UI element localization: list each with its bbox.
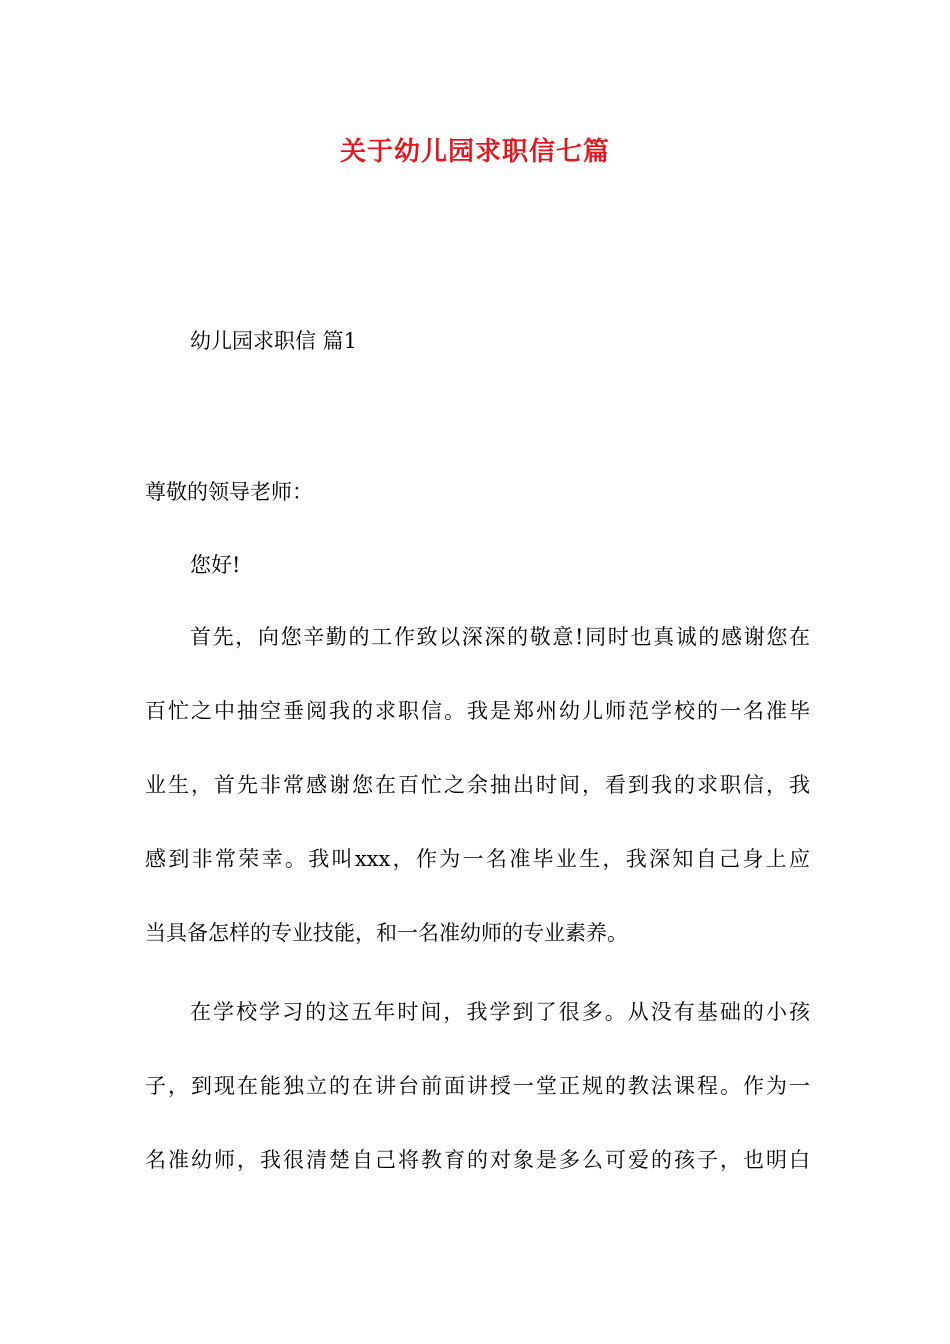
paragraph-2	[145, 997, 810, 1219]
paragraph-1	[145, 622, 810, 992]
section-heading: 幼儿园求职信 篇1	[190, 329, 358, 353]
paragraph-line: 感到非常荣幸。我叫xxx，作为一名准毕业生，我深知自己身上应	[145, 847, 810, 871]
greeting: 您好!	[190, 553, 241, 577]
paragraph-line: 名准幼师，我很清楚自己将教育的对象是多么可爱的孩子，也明白	[145, 1148, 810, 1172]
paragraph-line: 业生，首先非常感谢您在百忙之余抽出时间，看到我的求职信，我	[145, 773, 810, 797]
document-title: 关于幼儿园求职信七篇	[339, 137, 610, 167]
paragraph-line: 子，到现在能独立的在讲台前面讲授一堂正规的教法课程。作为一	[145, 1074, 810, 1098]
salutation: 尊敬的领导老师：	[145, 480, 313, 504]
paragraph-line: 首先，向您辛勤的工作致以深深的敬意!同时也真诚的感谢您在	[190, 625, 810, 649]
paragraph-line: 百忙之中抽空垂阅我的求职信。我是郑州幼儿师范学校的一名准毕	[145, 699, 810, 723]
paragraph-line: 当具备怎样的专业技能，和一名准幼师的专业素养。	[145, 921, 628, 945]
paragraph-line: 在学校学习的这五年时间，我学到了很多。从没有基础的小孩	[190, 1000, 810, 1024]
